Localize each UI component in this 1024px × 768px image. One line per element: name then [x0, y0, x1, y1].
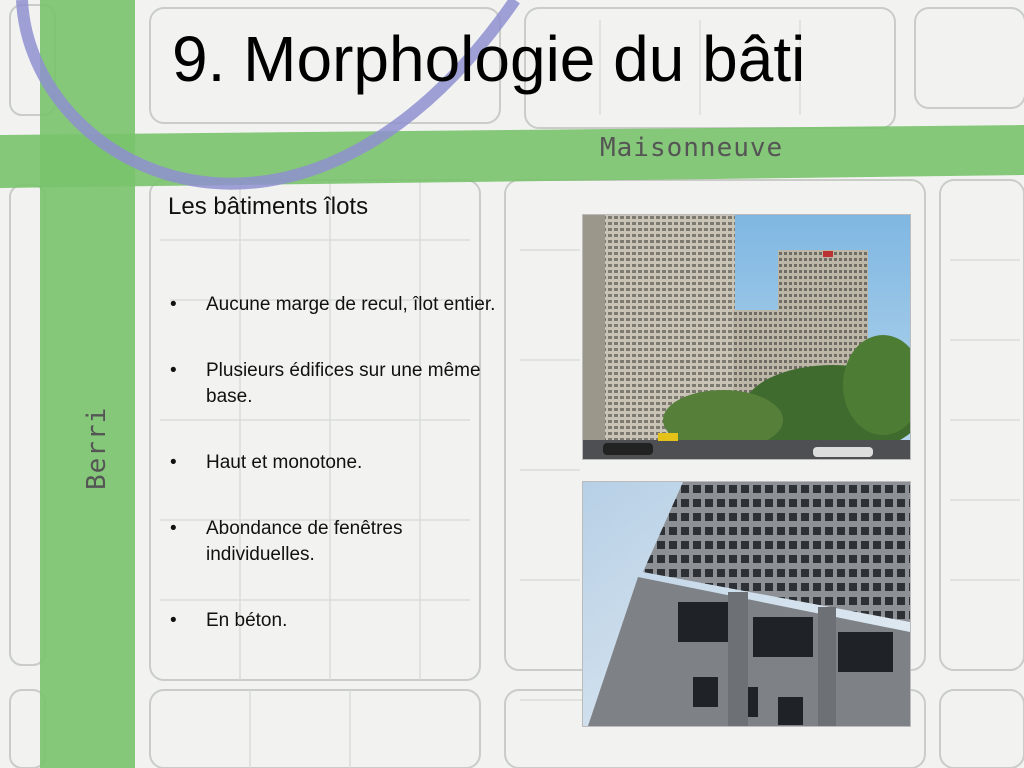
photo-concrete-building-upward-view: [582, 481, 911, 727]
bullet-item: • Abondance de fenêtres individuelles.: [168, 516, 508, 568]
photo-tall-office-towers: [582, 214, 911, 460]
bullet-item: • En béton.: [168, 608, 508, 634]
street-label-maisonneuve: Maisonneuve: [600, 133, 784, 163]
bullet-item: • Plusieurs édifices sur une même base.: [168, 358, 508, 410]
bullet-item: • Haut et monotone.: [168, 450, 508, 476]
bullet-list: [168, 292, 508, 674]
bullet-item: • Aucune marge de recul, îlot entier.: [168, 292, 508, 318]
slide-title: 9. Morphologie du bâti: [172, 23, 806, 95]
slide-subtitle: Les bâtiments îlots: [168, 193, 369, 220]
street-label-berri: Berri: [82, 406, 112, 490]
